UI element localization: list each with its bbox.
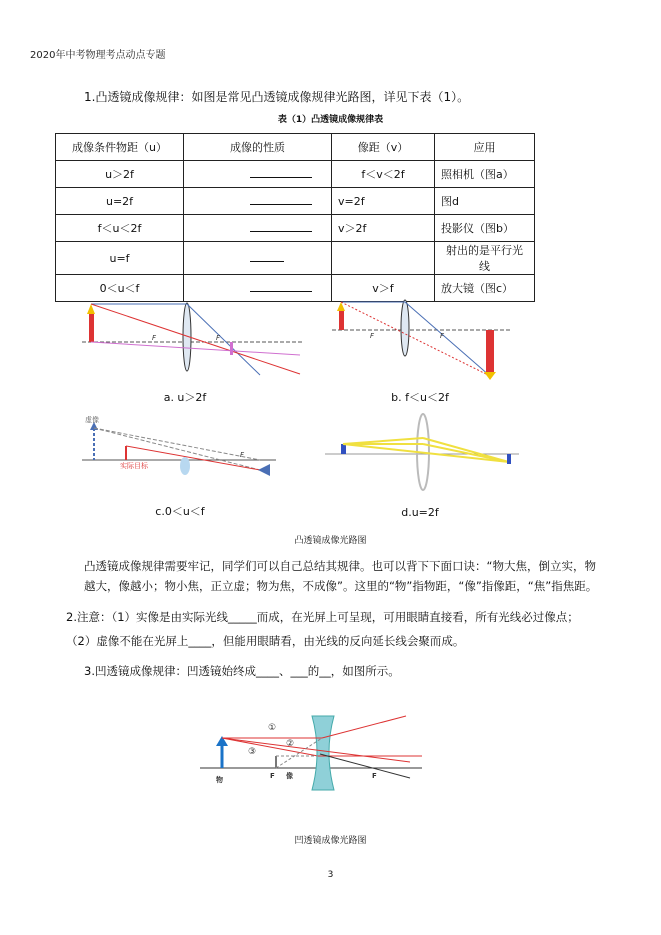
convex-figure-caption: 凸透镜成像光路图 [294, 536, 367, 546]
cell-u: u=2f [56, 188, 184, 215]
header-image-distance: 像距（v） [332, 134, 435, 161]
cell-u: u＞2f [56, 161, 184, 188]
table-row [56, 161, 535, 188]
note-line-2: （2）虚像不能在光屏上____，但能用眼睛看，由光线的反向延长线会聚而成。 [66, 634, 465, 648]
figure-d-label: d.u=2f [401, 506, 439, 519]
ray-1-number: ① [268, 723, 277, 733]
object-label: 物 [216, 776, 223, 784]
f-left: F [370, 332, 375, 340]
virtual-image-label: 虚像 [85, 416, 99, 424]
table-row [56, 215, 535, 242]
cell-app: 放大镜（图c） [435, 275, 535, 302]
image-mark [507, 454, 511, 464]
cell-v [332, 242, 435, 275]
figure-c-diagram [80, 412, 280, 492]
figure-a-label: a. u＞2f [163, 391, 207, 404]
figure-c-label: c.0＜u＜f [155, 505, 205, 518]
table-row [56, 242, 535, 275]
cell-nature-blank [184, 161, 332, 188]
cell-app: 图d [435, 188, 535, 215]
table-header-row [56, 134, 535, 161]
cell-v: v＞2f [332, 215, 435, 242]
cell-v: v＞f [332, 275, 435, 302]
cell-nature-blank [184, 275, 332, 302]
cell-app: 照相机（图a） [435, 161, 535, 188]
cell-u: 0＜u＜f [56, 275, 184, 302]
convex-lens [401, 300, 409, 356]
f-left: F [270, 772, 275, 780]
figure-b-diagram [330, 298, 515, 384]
concave-lens [312, 716, 334, 790]
f-left: F [152, 334, 157, 342]
ray-3-number: ③ [248, 747, 257, 757]
object-candle [89, 312, 94, 342]
cell-nature-blank [184, 215, 332, 242]
convex-lens-rule-table [55, 133, 535, 302]
concave-rule-line: 3.凹透镜成像规律：凹透镜始终成____、___的__，如图所示。 [84, 664, 400, 678]
rule-paragraph: 凸透镜成像规律需要牢记，同学们可以自己总结其规律。也可以背下下面口诀：“物大焦，倒立实，物越大，像越小；物小焦，正立虚；物为焦，不成像”。这里的“物”指物距，“像”指像距，“焦”指焦距。 [84, 559, 598, 593]
cell-nature-blank [184, 242, 332, 275]
header-image-nature: 成像的性质 [184, 134, 332, 161]
concave-figure-caption: 凹透镜成像光路图 [294, 836, 367, 846]
figure-b-label: b. f＜u＜2f [391, 391, 449, 404]
projected-image [486, 330, 494, 372]
magnifier-lens [180, 457, 190, 475]
cell-nature-blank [184, 188, 332, 215]
f-right: F [216, 334, 221, 342]
cell-v: f＜v＜2f [332, 161, 435, 188]
cell-u: f＜u＜2f [56, 215, 184, 242]
note-line-1: 2.注意：（1）实像是由实际光线_____而成，在光屏上可呈现，可用眼睛直接看，所有光线必过像点； [66, 610, 579, 624]
figure-d-diagram [323, 408, 523, 498]
table-caption: 表（1）凸透镜成像规律表 [277, 115, 384, 125]
concave-lens-diagram [200, 712, 425, 794]
f-mark: F [240, 451, 245, 459]
table-row [56, 188, 535, 215]
object-candle [341, 444, 346, 454]
cell-v: v=2f [332, 188, 435, 215]
object-label: 实际目标 [120, 462, 148, 470]
header-application: 应用 [435, 134, 535, 161]
cell-app: 射出的是平行光线 [435, 242, 535, 275]
figure-a-diagram [80, 300, 305, 380]
f-right: F [440, 332, 445, 340]
header-object-distance: 成像条件物距（u） [56, 134, 184, 161]
image-label: 像 [286, 772, 293, 780]
intro-paragraph: 1.凸透镜成像规律：如图是常见凸透镜成像规律光路图，详见下表（1）。 [84, 90, 470, 104]
page-header: 2020年中考物理考点动点专题 [30, 50, 166, 61]
cell-app: 投影仪（图b） [435, 215, 535, 242]
ray-2-number: ② [286, 739, 295, 749]
object-candle [339, 310, 344, 330]
eye-icon [258, 464, 270, 476]
cell-u: u=f [56, 242, 184, 275]
page-number: 3 [327, 870, 334, 880]
f-right: F [372, 772, 377, 780]
